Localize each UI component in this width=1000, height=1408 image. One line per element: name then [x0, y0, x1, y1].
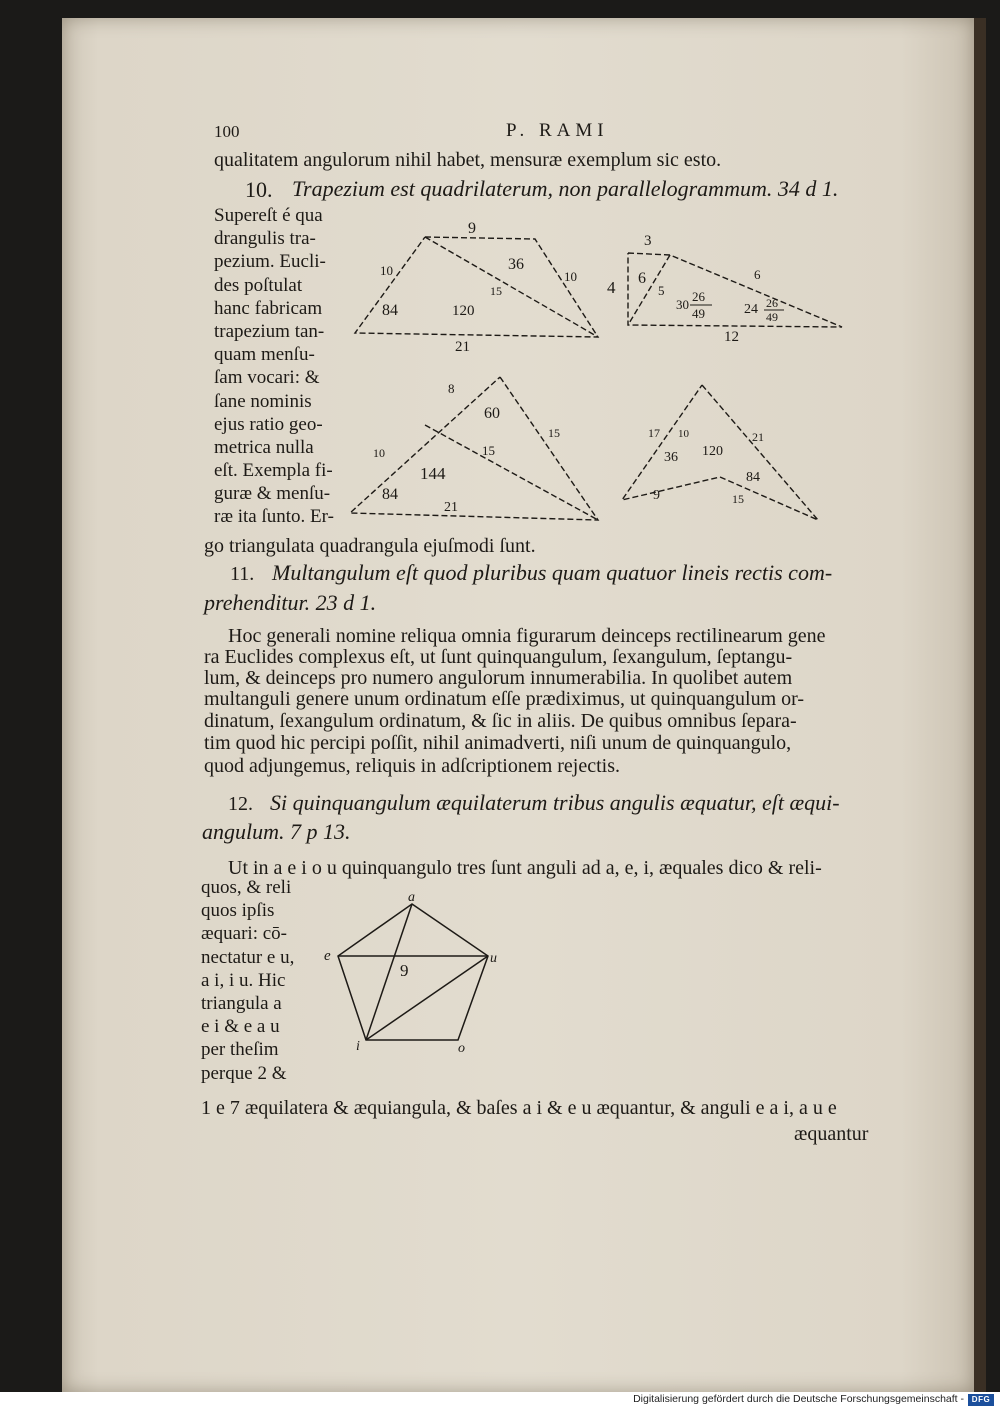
vertex-u: u	[490, 951, 497, 966]
paragraph-12-first-line: Ut in a e i o u quinquangulo tres ſunt anguli ad a, e, i, æquales dico & reli-	[228, 857, 822, 879]
fig4-left-b-label: 10	[678, 428, 689, 440]
definition-10-side-text	[214, 204, 334, 529]
side-line: perque 2 &	[201, 1062, 287, 1084]
fig4-area-b: 120	[702, 444, 723, 459]
side-line: nectatur e u,	[201, 946, 295, 968]
paragraph-line: quod adjungemus, reliquis in adſcriptionem rejectis.	[204, 755, 621, 777]
fig3-base-label: 21	[444, 500, 458, 515]
fig3-left-top-label: 8	[448, 381, 455, 396]
definition-10-text: Trapezium est quadrilaterum, non parallelogrammum. 34 d 1.	[292, 176, 839, 201]
fig2-left-label: 4	[607, 278, 616, 297]
side-line: a i, i u. Hic	[201, 969, 286, 991]
fig3-area-top: 60	[484, 405, 500, 422]
side-line: quos ipſis	[201, 900, 275, 922]
definition-12-line1: Si quinquangulum æquilaterum tribus angulis æquatur, eſt æqui-	[270, 790, 840, 815]
trapezium-figures	[340, 215, 860, 535]
fig1-left-label: 10	[380, 263, 393, 278]
intro-line: qualitatem angulorum nihil habet, mensuræ exemplum sic esto.	[214, 149, 722, 171]
fig2-right-label: 6	[754, 267, 761, 282]
fig1-outline	[355, 237, 598, 337]
side-line: drangulis tra-	[214, 228, 316, 250]
fig3-area-low: 84	[382, 486, 398, 503]
fig3-left-label: 10	[373, 446, 385, 460]
paragraph-line: multanguli genere unum ordinatum eſſe prædiximus, ut quinquangulum or-	[204, 688, 805, 710]
definition-12-line2: angulum. 7 p 13.	[202, 819, 351, 844]
side-line: per theſim	[201, 1039, 279, 1061]
fig2-top-label: 3	[644, 233, 652, 249]
definition-11-line2: prehenditur. 23 d 1.	[204, 590, 377, 615]
side-line: guræ & menſu-	[214, 483, 331, 505]
center-mark: 9	[400, 961, 409, 980]
running-title: P. RAMI	[506, 120, 609, 141]
fig4-area-a: 36	[664, 450, 678, 465]
definition-12-side-text	[201, 876, 294, 1085]
fig3-area-mid: 144	[420, 464, 446, 483]
vertex-o: o	[458, 1041, 465, 1056]
vertex-a: a	[408, 890, 415, 905]
book-spine	[974, 18, 986, 1392]
paragraph-line: dinatum, ſexangulum ordinatum, & ſic in aliis. De quibus omnibus ſepara-	[204, 710, 797, 732]
fig2-frac2-den: 49	[766, 310, 778, 324]
fig1-diag-label: 36	[508, 256, 524, 273]
side-line: ræ ita ſunto. Er-	[214, 506, 334, 528]
pentagon-figure	[320, 890, 520, 1060]
side-line: metrica nulla	[214, 436, 314, 458]
triangulata-line: go triangulata quadrangula ejuſmodi ſunt.	[204, 535, 536, 557]
fig1-base-label: 21	[455, 339, 470, 355]
fig3-diag-label: 15	[482, 443, 495, 458]
side-line: ſane nominis	[214, 390, 312, 412]
last-line: 1 e 7 æquilatera & æquiangula, & baſes a i & e u æquantur, & anguli e a i, a u e	[201, 1097, 837, 1119]
fig4-left-a-label: 17	[648, 426, 660, 440]
fig2-base-label: 12	[724, 329, 739, 345]
footer-credit: Digitalisierung gefördert durch die Deutsche Forschungsgemeinschaft -	[633, 1393, 964, 1405]
fig1-right-label: 10	[564, 269, 577, 284]
fig1-top-label: 9	[468, 220, 476, 237]
fig4-low-right-label: 15	[732, 492, 744, 506]
fig2-frac2-whole: 24	[744, 302, 758, 317]
definition-12-number: 12.	[228, 793, 253, 815]
vertex-e: e	[324, 948, 331, 964]
fig3-right-label: 15	[548, 426, 560, 440]
side-line: des poſtulat	[214, 274, 303, 296]
side-line: Supereſt é qua	[214, 205, 323, 226]
side-line: quos, & reli	[201, 877, 292, 898]
fig2-frac1-num: 26	[692, 289, 705, 304]
fig1-diag2-label: 15	[490, 284, 502, 298]
definition-11-line1: Multangulum eſt quod pluribus quam quatuor lineis rectis com-	[272, 560, 833, 585]
fig2-frac2-num: 26	[766, 296, 778, 310]
paragraph-line: Hoc generali nomine reliqua omnia figurarum deinceps rectilinearum gene	[228, 625, 826, 647]
paragraph-line: lum, & deinceps pro numero angulorum innumerabilia. In quolibet autem	[204, 667, 793, 689]
definition-11-number: 11.	[230, 563, 255, 585]
definition-10-number: 10.	[245, 177, 273, 202]
paragraph-line: ra Euclides complexus eſt, ut ſunt quinquangulum, ſexangulum, ſeptangu-	[204, 646, 793, 668]
page-number: 100	[214, 122, 240, 141]
fig1-area-mid: 120	[452, 303, 475, 319]
fig2-diag-b-label: 5	[658, 283, 665, 298]
fig1-diagonal	[425, 237, 598, 337]
fig2-frac1-whole: 30	[676, 297, 689, 312]
catchword: æquantur	[794, 1123, 869, 1145]
side-line: e i & e a u	[201, 1016, 280, 1038]
side-line: triangula a	[201, 992, 282, 1014]
side-line: ſam vocari: &	[214, 367, 320, 389]
side-line: pezium. Eucli-	[214, 251, 326, 273]
footer-bar	[0, 1392, 1000, 1408]
vertex-i: i	[356, 1039, 360, 1054]
fig2-frac1-den: 49	[692, 306, 705, 321]
side-line: ejus ratio geo-	[214, 413, 323, 435]
side-line: æquari: cō-	[201, 923, 288, 945]
side-line: eſt. Exempla fi-	[214, 460, 333, 482]
fig2-diag-label: 6	[638, 270, 646, 287]
fig1-area-left: 84	[382, 302, 398, 319]
fig4-right-label: 21	[752, 430, 764, 444]
dfg-logo-icon: DFG	[968, 1394, 994, 1406]
side-line: hanc fabricam	[214, 297, 323, 319]
paragraph-line: tim quod hic percipi poſſit, nihil animadverti, niſi unum de quinquangulo,	[204, 732, 792, 754]
side-line: quam menſu-	[214, 344, 315, 366]
fig4-low-left-label: 9	[653, 488, 660, 503]
fig4-area-c: 84	[746, 470, 760, 485]
line-i-u	[366, 956, 488, 1040]
side-line: trapezium tan-	[214, 320, 325, 342]
